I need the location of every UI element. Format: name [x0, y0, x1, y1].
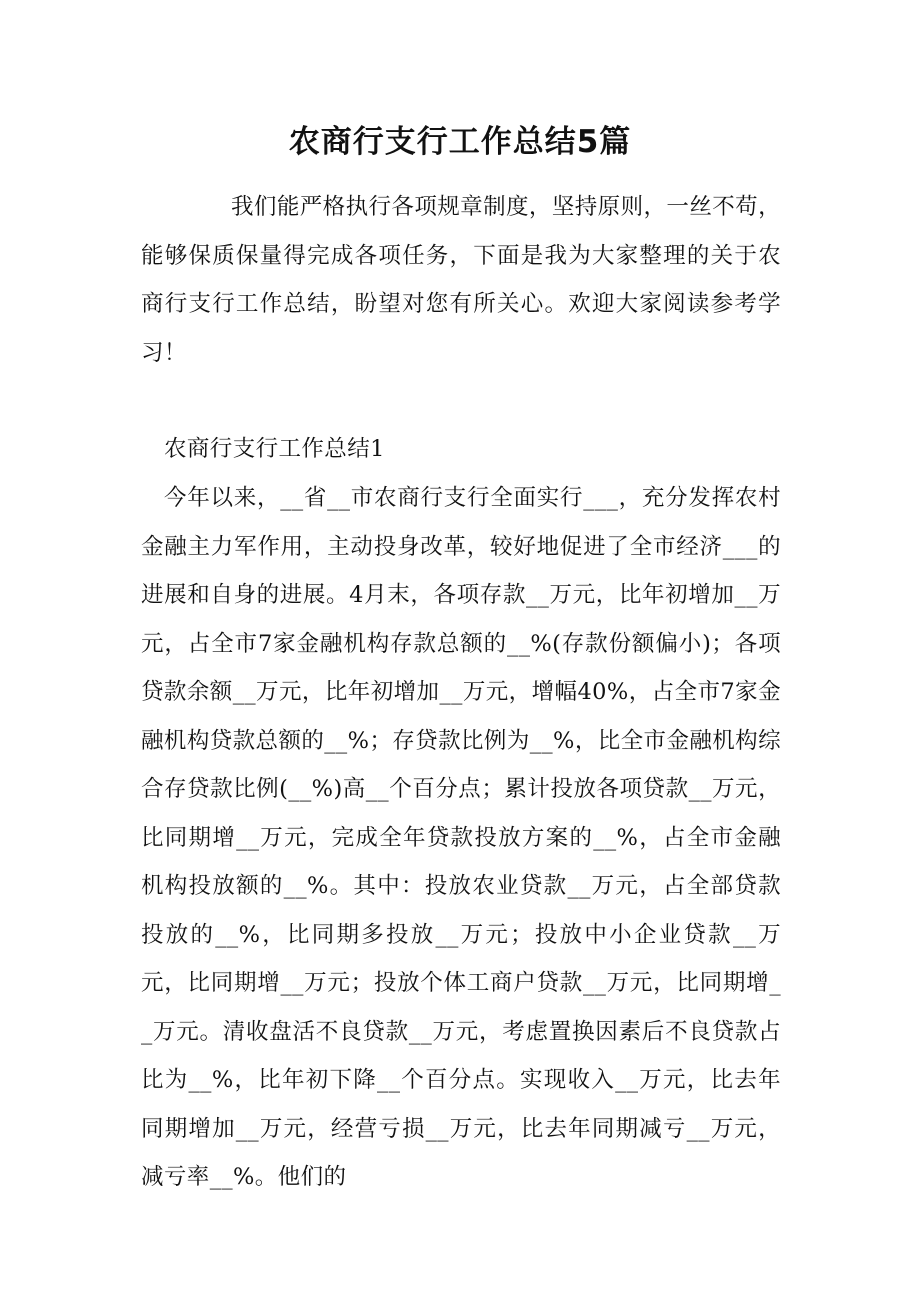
intro-paragraph: 我们能严格执行各项规章制度，坚持原则，一丝不苟，能够保质保量得完成各项任务，下面是我为大家整理的关于农商行支行工作总结，盼望对您有所关心。欢迎大家阅读参考学习！	[141, 194, 781, 366]
section-heading: 农商行支行工作总结1	[164, 436, 385, 462]
body-paragraph: 今年以来，__省__市农商行支行全面实行___，充分发挥农村金融主力军作用，主动投身改革，较好地促进了全市经济___的进展和自身的进展。4月末，各项存款__万元，比年初增加__万元，占全市7家金融机构存款总额的__%(存款份额偏小)；各项贷款余额__万元，比年初增加__万元，增幅40%，占全市7家金融机构贷款总额的__%；存贷款比例为__%，比全市金融机构综合存贷款比例(__%)高__个百分点；累计投放各项贷款__万元，比同期增__万元，完成全年贷款投放方案的__%，占全市金融机构投放额的__%。其中：投放农业贷款__万元，占全部贷款投放的__%，比同期多投放__万元；投放中小企业贷款__万元，比同期增__万元；投放个体工商户贷款__万元，比同期增__万元。清收盘活不良贷款__万元，考虑置换因素后不良贷款占比为__%，比年初下降__个百分点。实现收入__万元，比去年同期增加__万元，经营亏损__万元，比去年同期减亏__万元，减亏率__%。他们的	[141, 485, 781, 1190]
document-title: 农商行支行工作总结5篇	[288, 124, 632, 160]
